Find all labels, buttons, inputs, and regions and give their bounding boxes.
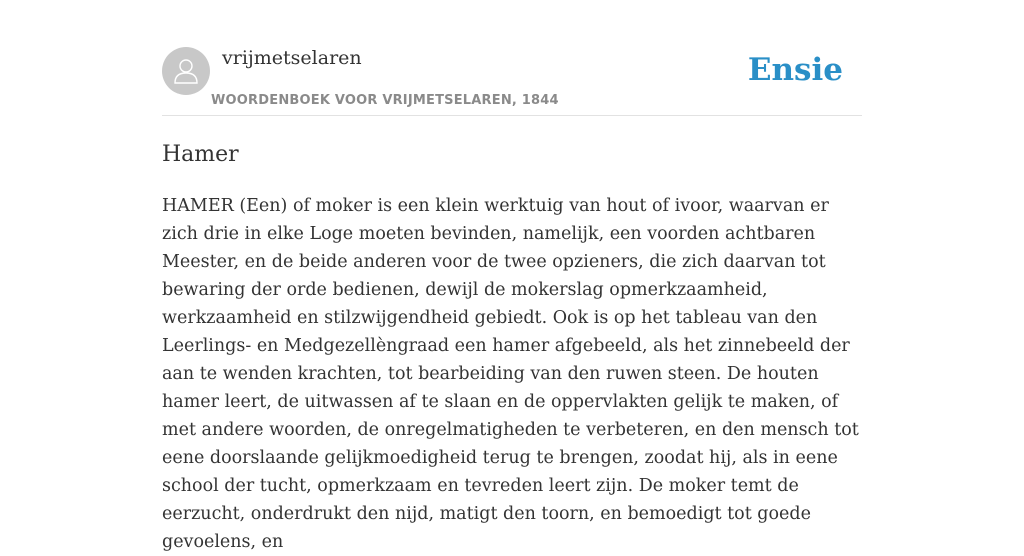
article-body: HAMER (Een) of moker is een klein werktuig van hout of ivoor, waarvan er zich drie in elke Loge moeten bevinden, namelijk, een voorden achtbaren Meester, en de beide anderen voor de twee opzieners, die zich daarvan tot bewaring der orde bedienen, dewijl de mokerslag opmerkzaamheid, werkzaamheid en stilzwijgendheid gebiedt. Ook is op het tableau van den Leerlings- en Medgezellèngraad een hamer afgebeeld, als het zinnebeeld der aan te wenden krachten, tot bearbeiding van den ruwen steen. De houten hamer leert, de uitwassen af te slaan en de oppervlakten gelijk te maken, of met andere woorden, de onregelmatigheden te verbeteren, en den mensch tot eene doorslaande gelijkmoedigheid terug te brengen, zoodat hij, als in eene school der tucht, opmerkzaam en tevreden leert zijn. De moker temt de eerzucht, onderdrukt den nijd, matigt den toorn, en bemoedigt tot goede gevoelens, en	[162, 196, 859, 552]
source-label: WOORDENBOEK VOOR VRIJMETSELAREN, 1844	[211, 93, 559, 108]
user-icon	[171, 56, 201, 86]
ensie-logo[interactable]: Ensie	[747, 52, 843, 88]
header-divider	[162, 115, 862, 116]
author-avatar[interactable]	[162, 47, 210, 95]
article-title: Hamer	[162, 142, 239, 167]
author-name-link[interactable]: vrijmetselaren	[222, 47, 362, 69]
